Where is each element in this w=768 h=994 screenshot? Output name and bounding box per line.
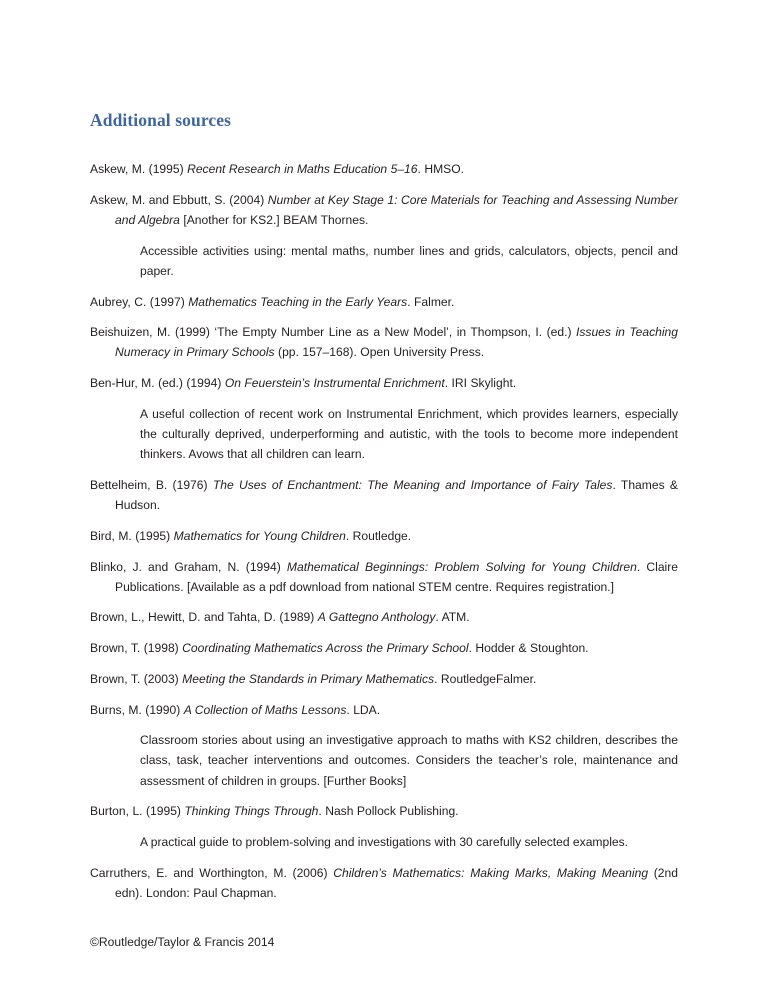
citation-title: Coordinating Mathematics Across the Primary School xyxy=(182,641,469,656)
reference-entry xyxy=(90,322,678,362)
reference-annotation: Accessible activities using: mental maths, number lines and grids, calculators, objects, pencil and paper. xyxy=(140,243,678,278)
citation-publisher: . IRI Skylight. xyxy=(444,376,517,391)
reference-annotation: Classroom stories about using an investigative approach to maths with KS2 children, describes the class, task, teacher interventions and outcomes. Considers the teacher’s role, maintenance and assessment of children in groups. [Further Books] xyxy=(140,733,678,788)
citation-author-year: Burton, L. (1995) xyxy=(90,804,185,819)
citation-title: Thinking Things Through xyxy=(184,804,319,819)
citation-author-year: Brown, L., Hewitt, D. and Tahta, D. (1989) xyxy=(90,610,318,625)
citation-title: Mathematics Teaching in the Early Years xyxy=(188,294,408,309)
reference-citation xyxy=(90,373,678,393)
reference-citation xyxy=(90,322,678,362)
citation-publisher: . Hodder & Stoughton. xyxy=(468,641,589,656)
citation-author-year: Askew, M. (1995) xyxy=(90,162,188,176)
page-footer-copyright: ©Routledge/Taylor & Francis 2014 xyxy=(90,935,275,949)
citation-title: Children’s Mathematics: Making Marks, Making Meaning xyxy=(333,865,649,880)
page-title: Additional sources xyxy=(90,110,232,130)
reference-annotation: A practical guide to problem-solving and investigations with 30 carefully selected examples. xyxy=(140,835,629,850)
reference-citation xyxy=(90,557,678,597)
reference-entry xyxy=(90,607,678,627)
citation-title: Issues in Teaching Numeracy in Primary Schools xyxy=(115,325,678,360)
reference-entry xyxy=(90,159,678,179)
reference-entry xyxy=(90,700,678,791)
citation-publisher: . Nash Pollock Publishing. xyxy=(318,804,459,819)
citation-author-year: Ben-Hur, M. (ed.) (1994) xyxy=(90,376,225,391)
reference-citation xyxy=(90,607,678,627)
reference-citation xyxy=(90,638,678,658)
citation-publisher: . Falmer. xyxy=(407,294,455,309)
reference-citation xyxy=(90,700,678,720)
citation-title: Meeting the Standards in Primary Mathematics xyxy=(182,671,435,686)
reference-citation xyxy=(90,190,678,230)
citation-author-year: Brown, T. (2003) xyxy=(90,671,183,686)
reference-citation xyxy=(90,292,678,312)
citation-author-year: Blinko, J. and Graham, N. (1994) xyxy=(90,559,287,574)
reference-annotation: A useful collection of recent work on Instrumental Enrichment, which provides learners, especially the culturally deprived, underperforming and autistic, with the tools to become more independent thinkers. Avows that all children can learn. xyxy=(140,406,678,462)
citation-publisher: . LDA. xyxy=(346,702,381,717)
citation-publisher: . Claire Publications. [Available as a pdf download from national STEM centre. Requires registration.] xyxy=(115,559,678,594)
citation-author-year: Carruthers, E. and Worthington, M. (2006) xyxy=(90,865,334,880)
citation-title: Mathematical Beginnings: Problem Solving for Young Children xyxy=(286,559,637,574)
reference-entry xyxy=(90,801,678,852)
citation-publisher: (pp. 157–168). Open University Press. xyxy=(274,345,485,360)
document-content xyxy=(90,0,678,903)
reference-entry xyxy=(90,638,678,658)
citation-author-year: Askew, M. and Ebbutt, S. (2004) xyxy=(90,192,268,207)
citation-author-year: Aubrey, C. (1997) xyxy=(90,294,189,309)
reference-citation xyxy=(90,526,678,546)
citation-publisher: . Thames & Hudson. xyxy=(115,477,678,513)
citation-title: The Uses of Enchantment: The Meaning and Importance of Fairy Tales xyxy=(212,477,613,492)
citation-title: Number at Key Stage 1: Core Materials for Teaching and Assessing Number and Algebra xyxy=(115,192,678,227)
citation-publisher: . Routledge. xyxy=(345,528,412,543)
citation-publisher: . HMSO. xyxy=(417,162,464,176)
reference-entry xyxy=(90,863,678,903)
citation-author-year: Burns, M. (1990) xyxy=(90,702,184,717)
reference-citation xyxy=(90,801,678,821)
reference-citation xyxy=(90,863,678,903)
citation-publisher: . ATM. xyxy=(435,610,470,625)
citation-author-year: Brown, T. (1998) xyxy=(90,641,183,656)
reference-entry xyxy=(90,669,678,689)
reference-entry xyxy=(90,557,678,597)
citation-title: A Gattegno Anthology xyxy=(317,610,436,625)
reference-citation xyxy=(90,159,678,179)
reference-entry xyxy=(90,475,678,515)
citation-publisher: [Another for KS2.] BEAM Thornes. xyxy=(179,212,369,227)
reference-list xyxy=(90,130,678,903)
citation-title: On Feuerstein’s Instrumental Enrichment xyxy=(224,376,445,391)
citation-author-year: Bird, M. (1995) xyxy=(90,528,174,543)
citation-author-year: Bettelheim, B. (1976) xyxy=(90,477,213,492)
reference-citation xyxy=(90,669,678,689)
reference-entry xyxy=(90,373,678,464)
reference-entry xyxy=(90,526,678,546)
citation-publisher: . RoutledgeFalmer. xyxy=(434,671,537,686)
citation-title: Recent Research in Maths Education 5–16 xyxy=(187,162,418,176)
reference-entry xyxy=(90,190,678,281)
reference-entry xyxy=(90,292,678,312)
citation-title: Mathematics for Young Children xyxy=(173,528,346,543)
citation-publisher: (2nd edn). London: Paul Chapman. xyxy=(115,865,678,900)
reference-citation xyxy=(90,475,678,515)
citation-author-year: Beishuizen, M. (1999) ‘The Empty Number Line as a New Model’, in Thompson, I. (ed.) xyxy=(90,325,576,340)
citation-title: A Collection of Maths Lessons xyxy=(183,702,347,717)
